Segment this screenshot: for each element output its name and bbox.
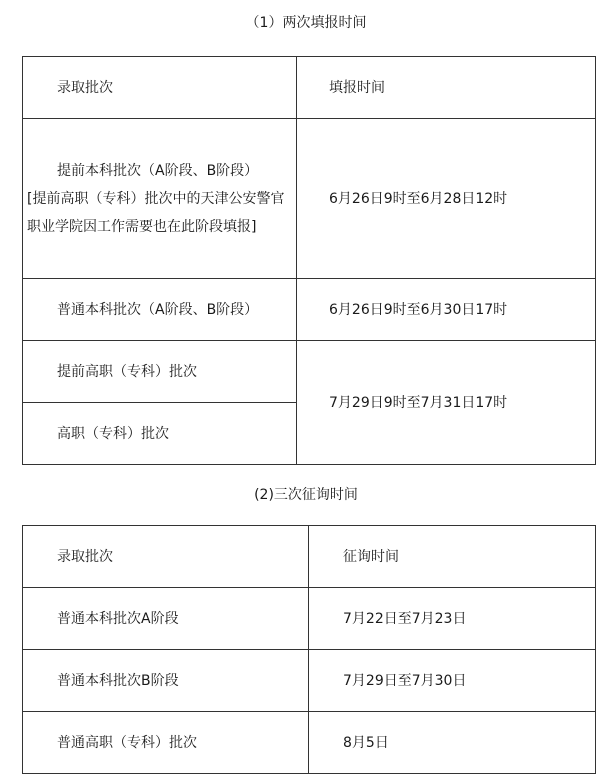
batch-cell-multiline [23, 119, 297, 279]
batch-line-1: 提前本科批次（A阶段、B阶段） [57, 162, 259, 179]
table-header-row [23, 57, 596, 119]
consult-time-cell: 7月29日至7月30日 [309, 650, 596, 712]
batch-cell: 普通本科批次A阶段 [23, 588, 309, 650]
fill-time-cell: 6月26日9时至6月30日17时 [297, 279, 596, 341]
table-row [23, 279, 596, 341]
table-row [23, 712, 596, 774]
header-batch: 录取批次 [23, 526, 309, 588]
table-row [23, 119, 596, 279]
batch-line-2-note: [提前高职（专科）批次中的天津公安警官职业学院因工作需要也在此阶段填报] [27, 190, 285, 235]
table-row [23, 650, 596, 712]
consult-time-cell: 7月22日至7月23日 [309, 588, 596, 650]
consult-time-cell: 8月5日 [309, 712, 596, 774]
table1-caption: （1）两次填报时间 [245, 15, 367, 31]
fill-time-table [22, 56, 596, 465]
table-header-row [23, 526, 596, 588]
batch-cell: 提前高职（专科）批次 [23, 341, 297, 403]
batch-cell: 高职（专科）批次 [23, 403, 297, 465]
table-row [23, 588, 596, 650]
header-batch: 录取批次 [23, 57, 297, 119]
header-fill-time: 填报时间 [297, 57, 596, 119]
header-consult-time: 征询时间 [309, 526, 596, 588]
batch-cell: 普通本科批次B阶段 [23, 650, 309, 712]
batch-cell: 普通本科批次（A阶段、B阶段） [23, 279, 297, 341]
fill-time-cell: 6月26日9时至6月28日12时 [297, 119, 596, 279]
fill-time-cell-merged: 7月29日9时至7月31日17时 [297, 341, 596, 465]
table-row [23, 341, 596, 403]
consult-time-table [22, 525, 596, 774]
batch-cell: 普通高职（专科）批次 [23, 712, 309, 774]
table2-caption: (2)三次征询时间 [254, 487, 358, 503]
